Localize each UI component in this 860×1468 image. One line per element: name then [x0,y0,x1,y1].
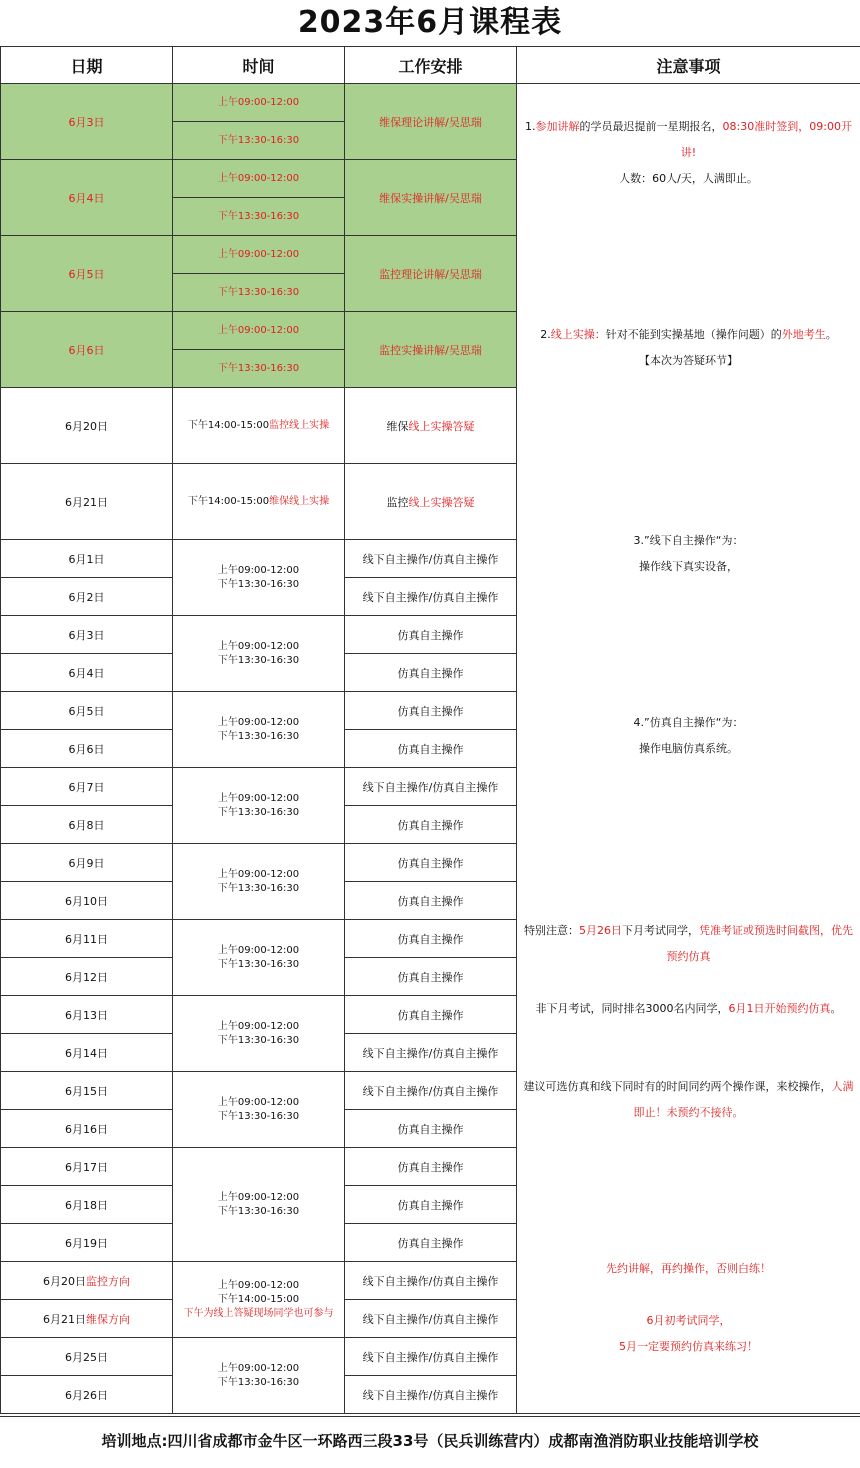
text-span: 人数：60人/天，人满即止。 [619,172,758,185]
work-cell: 线下自主操作/仿真自主操作 [345,1262,517,1300]
text-span: 下午为线上答疑现场同学也可参与 [183,1307,334,1319]
work-cell: 线下自主操作/仿真自主操作 [345,1376,517,1414]
text-span: 线上实操： [550,328,606,341]
text-span: 上午09:00-12:00 [217,640,300,652]
text-span: 上午09:00-12:00 [217,944,300,956]
text-span: 下月考试同学， [622,924,699,937]
text-span: 1. [525,120,536,133]
text-span: 6月20日 [43,1274,86,1288]
work-cell: 线下自主操作/仿真自主操作 [345,540,517,578]
text-span: 监控线上实操 [269,419,330,431]
date-cell: 6月4日 [1,160,173,236]
text-span: 线上实操答疑 [408,495,475,509]
text-span: 维保方向 [86,1312,130,1326]
date-cell: 6月7日 [1,768,173,806]
time-cell: 下午13:30-16:30 [173,274,345,312]
header-date: 日期 [1,47,173,84]
time-cell [173,1072,345,1148]
schedule-body [1,84,860,1414]
text-span: 上午09:00-12:00 [217,1020,300,1032]
text-span: 上午09:00-12:00 [217,792,300,804]
note-9 [521,1308,856,1360]
text-span: 下午13:30-16:30 [217,882,300,894]
text-span: 下午13:30-16:30 [217,654,300,666]
text-span: 上午09:00-12:00 [217,1362,300,1374]
text-span: 上午09:00-12:00 [217,1191,300,1203]
time-cell: 下午13:30-16:30 [173,198,345,236]
text-span: 参加讲解 [535,120,580,133]
work-cell: 仿真自主操作 [345,844,517,882]
note-5 [521,918,856,970]
work-cell: 线下自主操作/仿真自主操作 [345,1300,517,1338]
date-cell: 6月21日 [1,464,173,540]
date-cell: 6月25日 [1,1338,173,1376]
text-span: 先约讲解，再约操作，否则白练！ [606,1262,771,1275]
date-cell: 6月5日 [1,236,173,312]
time-cell [173,1338,345,1414]
text-span: 下午13:30-16:30 [217,1034,300,1046]
text-span: 的学员最迟提前一星期报名， [579,120,723,133]
note-8 [521,1256,856,1282]
time-cell: 上午09:00-12:00 [173,160,345,198]
text-span: 监控 [386,495,409,509]
date-cell: 6月8日 [1,806,173,844]
date-cell: 6月2日 [1,578,173,616]
text-span: 6月初考试同学， [646,1314,731,1327]
text-span: 特别注意： [524,924,579,937]
date-cell: 6月3日 [1,616,173,654]
date-cell: 6月26日 [1,1376,173,1414]
work-cell: 维保实操讲解/吴思瑞 [345,160,517,236]
date-cell: 6月16日 [1,1110,173,1148]
header-row [1,47,860,84]
text-span: 下午13:30-16:30 [217,958,300,970]
date-cell: 6月18日 [1,1186,173,1224]
date-cell: 6月5日 [1,692,173,730]
work-cell: 线下自主操作/仿真自主操作 [345,1034,517,1072]
text-span: 下午13:30-16:30 [217,806,300,818]
date-cell: 6月11日 [1,920,173,958]
date-cell [1,1300,173,1338]
date-cell: 6月17日 [1,1148,173,1186]
time-cell: 下午13:30-16:30 [173,122,345,160]
training-address: 培训地点:四川省成都市金牛区一环路西三段33号（民兵训练营内）成都南渔消防职业技能培训学校 [101,1432,759,1450]
date-cell: 6月12日 [1,958,173,996]
text-span: 4.”仿真自主操作“为： [633,716,744,729]
work-cell: 仿真自主操作 [345,616,517,654]
work-cell: 监控理论讲解/吴思瑞 [345,236,517,312]
work-cell [345,464,517,540]
text-span: 下午14:00-15:00 [217,1293,300,1305]
work-cell: 仿真自主操作 [345,958,517,996]
time-cell: 上午09:00-12:00 [173,84,345,122]
text-span: 08:30准时签到，09:00开讲! [680,120,852,159]
text-span: 凭准考证或预选时间截图，优先预约仿真 [666,924,853,963]
date-cell: 6月13日 [1,996,173,1034]
notes-column [517,84,860,1414]
text-span: 人满即止！未预约不接待。 [633,1080,854,1119]
date-cell: 6月15日 [1,1072,173,1110]
time-cell [173,540,345,616]
text-span: 维保 [386,419,409,433]
work-cell: 仿真自主操作 [345,1110,517,1148]
text-span: 非下月考试，同时排名3000名内同学， [535,1002,729,1015]
time-cell: 上午09:00-12:00 [173,236,345,274]
text-span: 下午13:30-16:30 [217,1110,300,1122]
text-span: 上午09:00-12:00 [217,868,300,880]
header-notes: 注意事项 [517,47,860,84]
date-cell: 6月4日 [1,654,173,692]
text-span: 下午14:00-15:00 [187,419,270,431]
text-span: 建议可选仿真和线下同时有的时间同约两个操作课，来校操作， [523,1080,832,1093]
time-cell [173,1262,345,1338]
time-cell [173,616,345,692]
time-cell [173,920,345,996]
text-span: 上午09:00-12:00 [217,564,300,576]
work-cell: 仿真自主操作 [345,882,517,920]
note-2 [521,322,856,374]
work-cell: 仿真自主操作 [345,996,517,1034]
table-row [1,84,860,122]
work-cell: 维保理论讲解/吴思瑞 [345,84,517,160]
date-cell [1,1262,173,1300]
text-span: 。 [830,1002,842,1015]
text-span: 下午13:30-16:30 [217,730,300,742]
text-span: 外地考生 [781,328,826,341]
work-cell: 仿真自主操作 [345,1186,517,1224]
note-1 [521,114,856,192]
time-cell: 上午09:00-12:00 [173,312,345,350]
work-cell: 仿真自主操作 [345,692,517,730]
date-cell: 6月9日 [1,844,173,882]
note-6 [521,996,856,1022]
work-cell: 仿真自主操作 [345,806,517,844]
note-3 [521,528,856,580]
date-cell: 6月14日 [1,1034,173,1072]
time-cell [173,844,345,920]
date-cell: 6月19日 [1,1224,173,1262]
work-cell [345,388,517,464]
text-span: 线上实操答疑 [408,419,475,433]
text-span: 【本次为答疑环节】 [639,354,738,367]
text-span: 3.”线下自主操作“为： [633,534,744,547]
text-span: 。 [825,328,837,341]
text-span: 上午09:00-12:00 [217,1279,300,1291]
date-cell: 6月6日 [1,730,173,768]
text-span: 下午13:30-16:30 [217,578,300,590]
text-span: 维保线上实操 [269,495,330,507]
work-cell: 线下自主操作/仿真自主操作 [345,578,517,616]
work-cell: 监控实操讲解/吴思瑞 [345,312,517,388]
time-cell [173,692,345,768]
text-span: 6月1日开始预约仿真 [728,1002,831,1015]
time-cell: 下午13:30-16:30 [173,350,345,388]
work-cell: 线下自主操作/仿真自主操作 [345,768,517,806]
date-cell: 6月6日 [1,312,173,388]
time-cell [173,464,345,540]
header-time: 时间 [173,47,345,84]
text-span: 下午13:30-16:30 [217,1376,300,1388]
text-span: 操作线下真实设备， [639,560,738,573]
text-span: 上午09:00-12:00 [217,1096,300,1108]
work-cell: 仿真自主操作 [345,920,517,958]
text-span: 监控方向 [86,1274,130,1288]
header-work: 工作安排 [345,47,517,84]
work-cell: 仿真自主操作 [345,730,517,768]
work-cell: 仿真自主操作 [345,1224,517,1262]
text-span: 2. [540,328,551,341]
text-span: 操作电脑仿真系统。 [639,742,738,755]
date-cell: 6月1日 [1,540,173,578]
time-cell [173,388,345,464]
work-cell: 仿真自主操作 [345,654,517,692]
text-span: 5月26日 [579,924,622,937]
schedule-table [0,46,860,1414]
work-cell: 线下自主操作/仿真自主操作 [345,1338,517,1376]
date-cell: 6月20日 [1,388,173,464]
text-span: 下午14:00-15:00 [187,495,270,507]
work-cell: 仿真自主操作 [345,1148,517,1186]
note-7 [521,1074,856,1126]
time-cell [173,1148,345,1262]
date-cell: 6月3日 [1,84,173,160]
text-span: 5月一定要预约仿真来练习！ [619,1340,758,1353]
time-cell [173,768,345,844]
footer [0,1416,860,1467]
work-cell: 线下自主操作/仿真自主操作 [345,1072,517,1110]
text-span: 下午13:30-16:30 [217,1205,300,1217]
time-cell [173,996,345,1072]
text-span: 针对不能到实操基地（操作问题）的 [605,328,782,341]
text-span: 6月21日 [43,1312,86,1326]
text-span: 上午09:00-12:00 [217,716,300,728]
page-title: 2023年6月课程表 [297,5,563,40]
date-cell: 6月10日 [1,882,173,920]
note-4 [521,710,856,762]
